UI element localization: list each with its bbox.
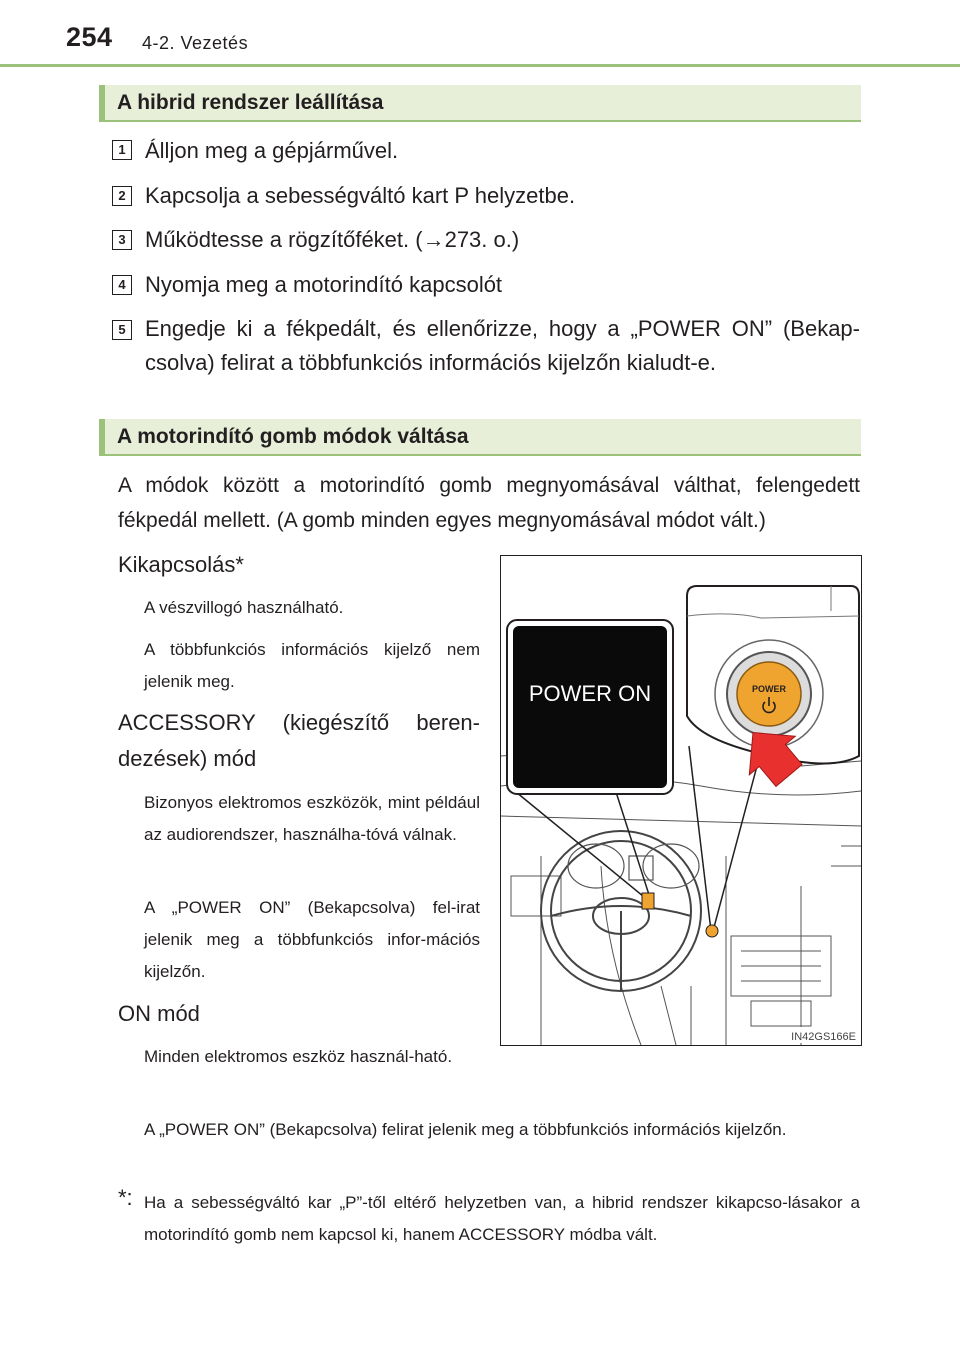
step-number-4: 4 [112, 275, 132, 295]
display-screen [513, 626, 667, 788]
mode-desc-on-1: Minden elektromos eszköz használ-ható. [144, 1047, 453, 1066]
section-heading-switch-modes [99, 419, 861, 456]
step-text-5: Engedje ki a fékpedált, és ellenőrizze, hogy a „POWER ON” (Bekap-csolva) felirat a többfunkciós információs kijelzőn kialudt-e. [145, 316, 860, 375]
page-number: 254 [66, 22, 113, 52]
button-location-marker [706, 925, 718, 937]
mode-title-on: ON mód [118, 1001, 200, 1026]
dashboard-drawing [501, 556, 861, 1045]
step-number-2: 2 [112, 186, 132, 206]
dashboard-lineart [501, 751, 861, 1045]
mode-desc-accessory-2: A „POWER ON” (Bekapcsolva) fel-irat jelenik meg a többfunkciós infor-mációs kijelzőn. [144, 898, 480, 981]
step-number-1: 1 [112, 140, 132, 160]
section-heading-text: A hibrid rendszer leállítása [117, 91, 384, 114]
power-on-display-text: POWER ON [528, 681, 652, 706]
illustration-code: IN42GS166E [791, 1031, 856, 1043]
step-number-5: 5 [112, 320, 132, 340]
footnote-mark: *: [118, 1185, 133, 1210]
mode-desc-off-1: A vészvillogó használható. [144, 598, 344, 617]
mode-title-accessory: ACCESSORY (kiegészítő beren-dezések) mód [118, 710, 480, 771]
footnote-text: Ha a sebességváltó kar „P”-től eltérő helyzetben van, a hibrid rendszer kikapcso-lásakor a motorindító gomb nem kapcsol ki, hanem ACCESSORY módba vált. [144, 1193, 860, 1244]
step-text-1: Álljon meg a gépjárművel. [145, 138, 399, 163]
mode-desc-on-2: A „POWER ON” (Bekapcsolva) felirat jelenik meg a többfunkciós információs kijelzőn. [144, 1120, 787, 1139]
mode-desc-accessory-1: Bizonyos elektromos eszközök, mint például az audiorendszer, használha-tóvá válnak. [144, 793, 480, 844]
section-heading-text: A motorindító gomb módok váltása [117, 425, 469, 448]
step-number-3: 3 [112, 230, 132, 250]
mode-title-off: Kikapcsolás* [118, 552, 244, 577]
display-location-marker [642, 893, 654, 909]
chapter-title: 4-2. Vezetés [142, 33, 249, 53]
section-heading-stop-hybrid [99, 85, 861, 122]
power-button-label: POWER [751, 684, 787, 694]
step-text-2: Kapcsolja a sebességváltó kart P helyzetbe. [145, 183, 576, 208]
header-rule [0, 64, 960, 67]
power-button [737, 662, 801, 726]
dashboard-illustration [500, 555, 862, 1046]
mode-desc-off-2: A többfunkciós információs kijelző nem jelenik meg. [144, 640, 480, 691]
step-text-3: Működtesse a rögzítőféket. (→273. o.) [145, 227, 520, 252]
step-text-4: Nyomja meg a motorindító kapcsolót [145, 272, 503, 297]
intro-paragraph: A módok között a motorindító gomb megnyomásával válthat, felengedett fékpedál mellett. (A gomb minden egyes megnyomásával módot vált.) [118, 474, 860, 532]
